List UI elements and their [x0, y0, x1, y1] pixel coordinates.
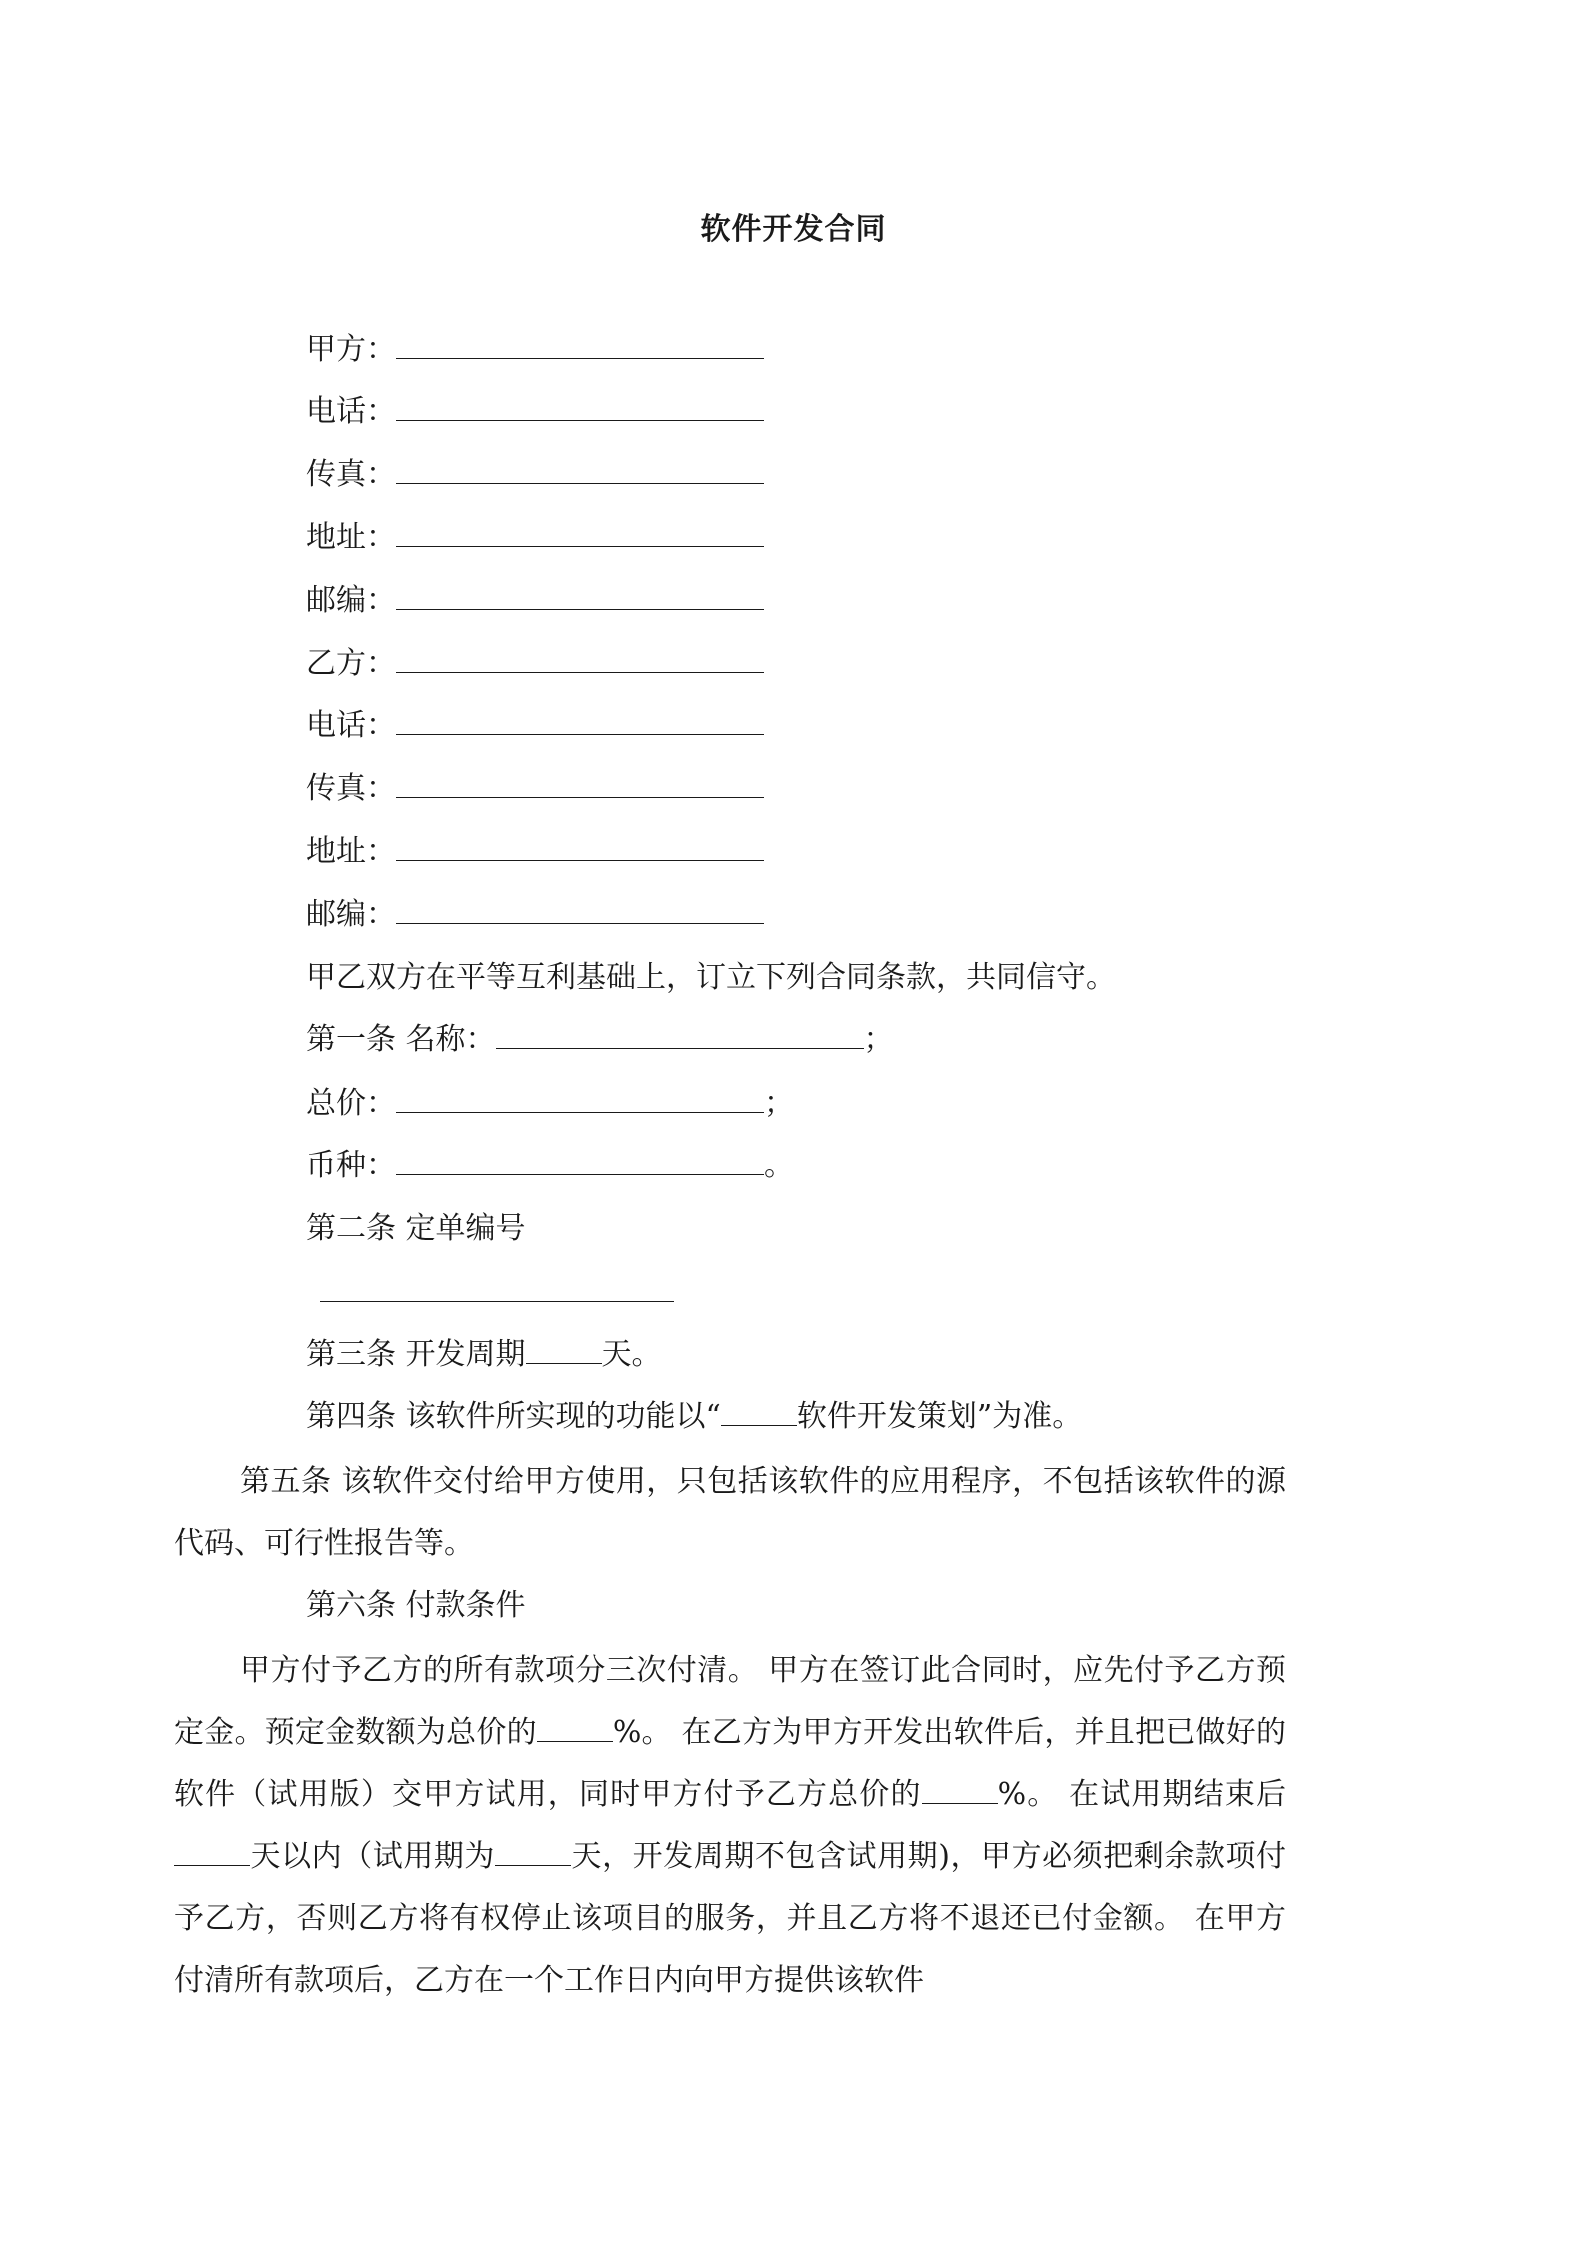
- party-a-fax-label: 传真：: [306, 457, 396, 492]
- article1-price-blank[interactable]: [396, 1084, 764, 1113]
- article1-price-end: ；: [764, 1086, 794, 1121]
- party-a-fax-blank[interactable]: [396, 455, 764, 484]
- party-b-fax-blank[interactable]: [396, 769, 764, 798]
- article6-text-5: 天，开发周期不包含试用期)，甲方必须把剩余款项付予乙方，否则乙方将有权停止该项目的服务，并且乙方将不退还已付金额。 在甲方付清所有款项后，乙方在一个工作日内向甲方提供该软件: [174, 1839, 1286, 1998]
- party-a-phone-label: 电话：: [306, 394, 396, 429]
- party-a-blank[interactable]: [396, 330, 764, 359]
- party-a-postcode-blank[interactable]: [396, 581, 764, 610]
- document-title: 软件开发合同: [700, 212, 887, 247]
- party-b-label: 乙方：: [306, 646, 396, 681]
- article3-prefix: 第三条 开发周期: [306, 1337, 526, 1372]
- party-a-address-blank[interactable]: [396, 518, 764, 547]
- final-payment-days-blank[interactable]: [174, 1839, 250, 1866]
- article1-currency-blank[interactable]: [396, 1146, 764, 1175]
- article6-heading: 第六条 付款条件: [306, 1588, 526, 1623]
- party-b-postcode-blank[interactable]: [396, 895, 764, 924]
- party-a-fax-field: [306, 455, 764, 495]
- party-b-fax-field: [306, 769, 764, 809]
- article6-text-4: 天以内（试用期为: [250, 1839, 495, 1874]
- party-a-label: 甲方：: [306, 332, 396, 367]
- trial-period-days-blank[interactable]: [495, 1839, 571, 1866]
- party-b-field: [306, 644, 764, 684]
- article1-name-field: [306, 1020, 894, 1060]
- party-b-fax-label: 传真：: [306, 771, 396, 806]
- order-number-blank[interactable]: [320, 1301, 674, 1302]
- preamble-text: 甲乙双方在平等互利基础上，订立下列合同条款，共同信守。: [306, 960, 1116, 995]
- article1-price-field: [306, 1084, 794, 1124]
- article4-suffix: 软件开发策划”为准。: [796, 1399, 1083, 1434]
- party-b-address-blank[interactable]: [396, 832, 764, 861]
- article1-currency-label: 币种：: [306, 1148, 396, 1183]
- party-b-phone-field: [306, 706, 764, 746]
- article6-text-1: 甲方付予乙方的所有款项分三次付清。 甲方在签订此合同时，应先付予乙方预定金。预定金数额为总价的: [174, 1653, 1286, 1750]
- article4-prefix: 第四条 该软件所实现的功能以“: [306, 1399, 721, 1434]
- article3-line: [306, 1335, 662, 1375]
- article1-name-end: ；: [863, 1022, 894, 1057]
- party-b-address-field: [306, 832, 764, 872]
- party-a-field: [306, 330, 764, 370]
- article1-currency-field: [306, 1146, 794, 1186]
- party-a-postcode-label: 邮编：: [306, 583, 396, 618]
- deposit-percent-blank[interactable]: [537, 1715, 613, 1742]
- party-b-postcode-field: [306, 895, 764, 935]
- party-b-phone-label: 电话：: [306, 708, 396, 743]
- party-a-phone-blank[interactable]: [396, 392, 764, 421]
- article3-suffix: 天。: [601, 1337, 662, 1372]
- article1-heading: 第一条 名称：: [306, 1022, 496, 1057]
- party-a-postcode-field: [306, 581, 764, 621]
- article6-paragraph: [174, 1640, 1286, 2012]
- article5-paragraph: 第五条 该软件交付给甲方使用，只包括该软件的应用程序，不包括该软件的源代码、可行性报告等。: [174, 1464, 1286, 1561]
- article6-text-3: %。 在试用期结束后: [997, 1777, 1287, 1812]
- trial-payment-percent-blank[interactable]: [922, 1777, 998, 1804]
- article1-name-blank[interactable]: [496, 1020, 864, 1049]
- party-a-phone-field: [306, 392, 764, 432]
- article1-price-label: 总价：: [306, 1086, 396, 1121]
- article6-text-2: %。 在乙方为甲方开发出软件后，并且把已做好的软件（试用版）交甲方试用，同时甲方付予乙方总价的: [174, 1715, 1287, 1812]
- party-a-address-field: [306, 518, 764, 558]
- dev-period-blank[interactable]: [526, 1335, 602, 1364]
- article2-heading: 第二条 定单编号: [306, 1211, 526, 1246]
- party-b-address-label: 地址：: [306, 834, 396, 869]
- party-b-postcode-label: 邮编：: [306, 897, 396, 932]
- party-b-phone-blank[interactable]: [396, 706, 764, 735]
- party-b-blank[interactable]: [396, 644, 764, 673]
- article1-currency-end: 。: [764, 1148, 794, 1183]
- party-a-address-label: 地址：: [306, 520, 396, 555]
- article4-line: [306, 1397, 1082, 1437]
- plan-name-blank[interactable]: [721, 1397, 797, 1426]
